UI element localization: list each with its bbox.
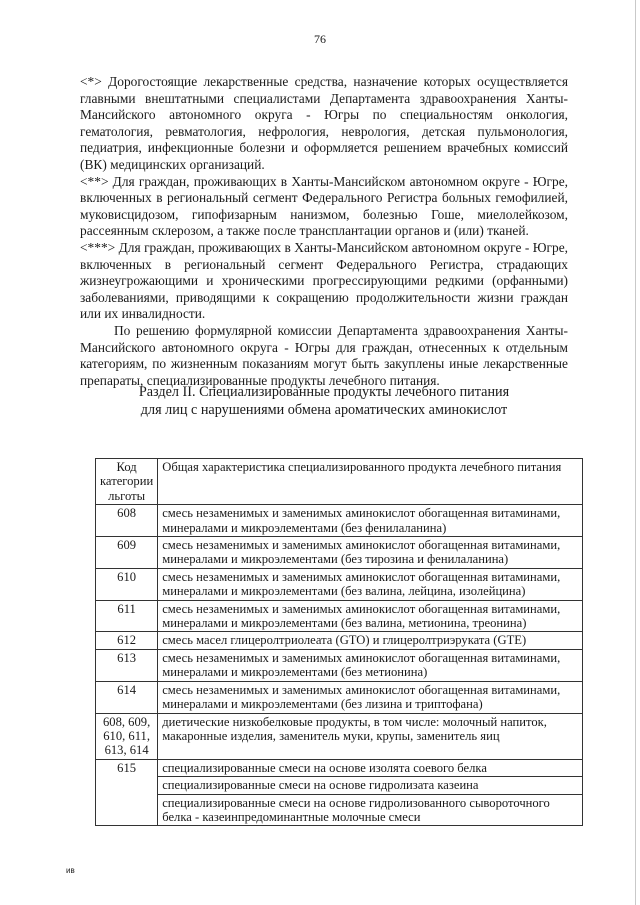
row-description: смесь незаменимых и заменимых аминокислот обогащенная витаминами, минералами и микроэлементами (без валина, лейцина, изолейцина) bbox=[158, 568, 583, 600]
sub-item: специализированные смеси на основе гидролизованного сывороточного белка - казеинпредоминантные молочные смеси bbox=[162, 795, 550, 824]
scan-edge bbox=[635, 0, 636, 905]
footnotes bbox=[80, 74, 568, 389]
row-code: 608, 609, 610, 611, 613, 614 bbox=[96, 713, 158, 759]
table-row bbox=[96, 649, 583, 681]
row-code: 613 bbox=[96, 649, 158, 681]
footnote-3: <***> Для граждан, проживающих в Ханты-Мансийском автономном округе - Югре, включенных в региональный сегмент Федерального Регистра, страдающих жизнеугрожающими и хроническими прогрессирующими редкими (орфанными) заболеваниями, приводящими к сокращению продолжительности жизни граждан или их инвалидности. bbox=[80, 239, 568, 322]
row-code: 608 bbox=[96, 505, 158, 537]
row-code: 609 bbox=[96, 537, 158, 569]
row-description: смесь незаменимых и заменимых аминокислот обогащенная витаминами, минералами и микроэлементами (без лизина и триптофана) bbox=[158, 681, 583, 713]
footnote-1: <*> Дорогостоящие лекарственные средства, назначение которых осуществляется главными внештатными специалистами Департамента здравоохранения Ханты-Мансийского автономного округа - Югры по специальностям онкология, гематология, ревматология, нефрология, неврология, детская пульмонология, педиатрия, инфекционные болезни и оформляется решением врачебных комиссий (ВК) медицинских организаций. bbox=[80, 74, 568, 172]
header-description: Общая характеристика специализированного продукта лечебного питания bbox=[158, 459, 583, 505]
row-description: смесь незаменимых и заменимых аминокислот обогащенная витаминами, минералами и микроэлементами (без тирозина и фенилаланина) bbox=[158, 537, 583, 569]
footnote-2: <**> Для граждан, проживающих в Ханты-Мансийском автономном округе - Югре, включенных в региональный сегмент Федерального Регистра больных гемофилией, муковисцидозом, гипофизарным нанизмом, болезнью Гоше, миелолейкозом, рассеянным склерозом, а также после трансплантации органов и (или) тканей. bbox=[80, 173, 568, 239]
table-header-row bbox=[96, 459, 583, 505]
sub-item: специализированные смеси на основе гидролизата казеина bbox=[158, 777, 582, 794]
table-row bbox=[96, 505, 583, 537]
table-row bbox=[96, 681, 583, 713]
row-description: смесь масел глицеролтриолеата (GTO) и глицеролтриэруката (GTE) bbox=[158, 632, 583, 649]
section-title-line-2: для лиц с нарушениями обмена ароматических аминокислот bbox=[140, 401, 508, 418]
row-code: 612 bbox=[96, 632, 158, 649]
section-title-line-1: Раздел II. Специализированные продукты лечебного питания bbox=[138, 384, 510, 400]
header-code: Код категории льготы bbox=[96, 459, 158, 505]
footer-mark: ив bbox=[66, 866, 75, 875]
section-title bbox=[80, 384, 568, 419]
page-number: 76 bbox=[314, 32, 326, 46]
row-description: смесь незаменимых и заменимых аминокислот обогащенная витаминами, минералами и микроэлементами (без фенилаланина) bbox=[158, 505, 583, 537]
row-description: диетические низкобелковые продукты, в том числе: молочный напиток, макаронные изделия, заменитель муки, крупы, заменитель яиц bbox=[158, 713, 583, 759]
sub-item: специализированные смеси на основе изолята соевого белка bbox=[158, 760, 582, 777]
row-code: 611 bbox=[96, 600, 158, 632]
row-code: 610 bbox=[96, 568, 158, 600]
row-code: 615 bbox=[96, 759, 158, 826]
row-code: 614 bbox=[96, 681, 158, 713]
nutrition-products-table bbox=[95, 458, 583, 826]
table-row bbox=[96, 537, 583, 569]
table-row bbox=[96, 568, 583, 600]
table-row bbox=[96, 713, 583, 759]
formulary-paragraph: По решению формулярной комиссии Департамента здравоохранения Ханты-Мансийского автономного округа - Югры для граждан, отнесенных к отдельным категориям, по жизненным показаниям могут быть закуплены иные лекарственные препараты, специализированные продукты лечебного питания. bbox=[80, 322, 568, 388]
row-description-list bbox=[158, 759, 583, 826]
row-description: смесь незаменимых и заменимых аминокислот обогащенная витаминами, минералами и микроэлементами (без метионина) bbox=[158, 649, 583, 681]
table-row-615 bbox=[96, 759, 583, 826]
table-row bbox=[96, 600, 583, 632]
row-description: смесь незаменимых и заменимых аминокислот обогащенная витаминами, минералами и микроэлементами (без валина, метионина, треонина) bbox=[158, 600, 583, 632]
table-row bbox=[96, 632, 583, 649]
